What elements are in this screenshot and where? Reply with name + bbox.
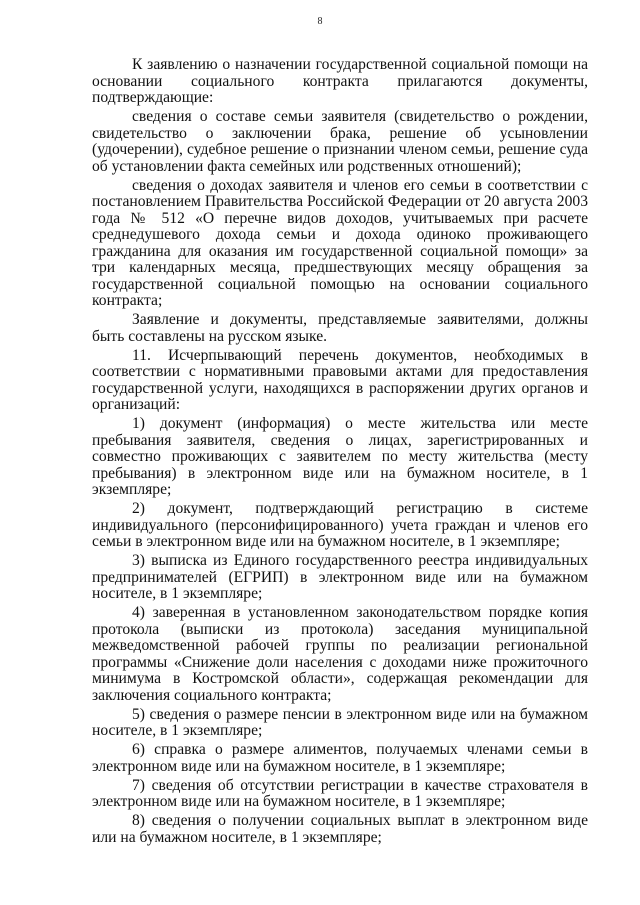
page-number: 8 <box>317 16 323 27</box>
list-item-4: 4) заверенная в установленном законодательством порядке копия протокола (выписки из протокола) заседания муниципальной межведомственной рабочей группы по реализации региональной программы «Снижение доли населения с доходами ниже прожиточного минимума в Костромской области», содержащая рекомендации для заключения социального контракта; <box>92 604 588 704</box>
paragraph-section-11: 11. Исчерпывающий перечень документов, необходимых в соответствии с нормативными правовыми актами для предоставления государственной услуги, находящихся в распоряжении других органов и организаций: <box>92 346 588 413</box>
list-item-3: 3) выписка из Единого государственного реестра индивидуальных предпринимателей (ЕГРИП) в электронном виде или на бумажном носителе, в 1 экземпляре; <box>92 552 588 602</box>
document-body <box>92 57 588 849</box>
list-item-6: 6) справка о размере алиментов, получаемых членами семьи в электронном виде или на бумажном носителе, в 1 экземпляре; <box>92 741 588 775</box>
paragraph-income-info: сведения о доходах заявителя и членов его семьи в соответствии с постановлением Правительства Российской Федерации от 20 августа 2003 года № 512 «О перечне видов доходов, учитываемых при расчете среднедушевого дохода семьи и дохода одиноко проживающего гражданина для оказания им государственной социальной помощи» за три календарных месяца, предшествующих месяцу обращения за государственной социальной помощью на основании социального контракта; <box>92 176 588 309</box>
paragraph-family-composition: сведения о составе семьи заявителя (свидетельство о рождении, свидетельство о заключении брака, решение об усыновлении (удочерении), судебное решение о признании членом семьи, решение суда об установлении факта семейных или родственных отношений); <box>92 108 588 175</box>
paragraph-language: Заявление и документы, представляемые заявителями, должны быть составлены на русском языке. <box>92 311 588 345</box>
list-item-8: 8) сведения о получении социальных выплат в электронном виде или на бумажном носителе, в 1 экземпляре; <box>92 812 588 846</box>
list-item-2: 2) документ, подтверждающий регистрацию в системе индивидуального (персонифицированного) учета граждан и членов его семьи в электронном виде или на бумажном носителе, в 1 экземпляре; <box>92 500 588 550</box>
list-item-1: 1) документ (информация) о месте жительства или месте пребывания заявителя, сведения о лицах, зарегистрированных и совместно проживающих с заявителем по месту жительства (месту пребывания) в электронном виде или на бумажном носителе, в 1 экземпляре; <box>92 415 588 498</box>
list-item-5: 5) сведения о размере пенсии в электронном виде или на бумажном носителе, в 1 экземпляре; <box>92 705 588 739</box>
list-item-7: 7) сведения об отсутствии регистрации в качестве страхователя в электронном виде или на бумажном носителе, в 1 экземпляре; <box>92 776 588 810</box>
paragraph-intro: К заявлению о назначении государственной социальной помощи на основании социального контракта прилагаются документы, подтверждающие: <box>92 56 588 106</box>
